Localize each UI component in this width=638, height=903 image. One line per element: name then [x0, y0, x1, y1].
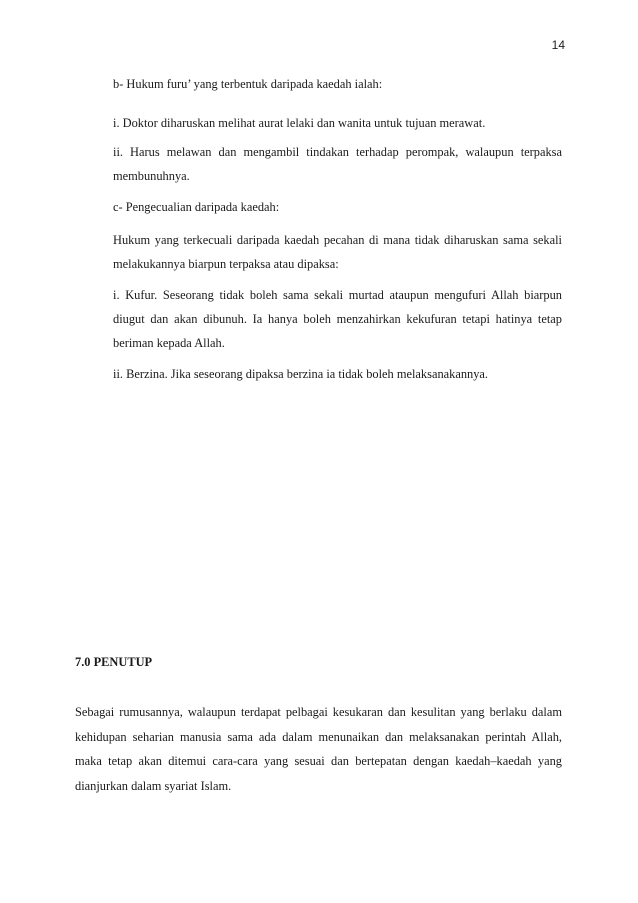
- paragraph-pengecualian: c- Pengecualian daripada kaedah:: [113, 200, 280, 214]
- paragraph-penutup: Sebagai rumusannya, walaupun terdapat pelbagai kesukaran dan kesulitan yang berlaku dalam kehidupan seharian manusia sama ada dalam menunaikan dan melaksanakan perintah Allah, maka tetap akan ditemui cara-cara yang sesuai dan bertepatan dengan kaedah–kaedah yang dianjurkan dalam syariat Islam.: [75, 705, 562, 793]
- paragraph-hukum-terkecuali: Hukum yang terkecuali daripada kaedah pecahan di mana tidak diharuskan sama sekali melakukannya biarpun terpaksa atau dipaksa:: [113, 233, 562, 271]
- paragraph-doktor: i. Doktor diharuskan melihat aurat lelaki dan wanita untuk tujuan merawat.: [113, 116, 486, 130]
- page-number: 14: [551, 38, 565, 52]
- paragraph-hukum-furu: b- Hukum furu’ yang terbentuk daripada kaedah ialah:: [113, 77, 383, 91]
- paragraph-harus-melawan: ii. Harus melawan dan mengambil tindakan terhadap perompak, walaupun terpaksa membunuhnya.: [113, 145, 562, 183]
- paragraph-kufur: i. Kufur. Seseorang tidak boleh sama sekali murtad ataupun mengufuri Allah biarpun diugut dan akan dibunuh. Ia hanya boleh menzahirkan kekufuran tetapi hatinya tetap beriman kepada Allah.: [113, 288, 562, 350]
- section-heading: 7.0 PENUTUP: [75, 655, 153, 669]
- paragraph-berzina: ii. Berzina. Jika seseorang dipaksa berzina ia tidak boleh melaksanakannya.: [113, 367, 489, 381]
